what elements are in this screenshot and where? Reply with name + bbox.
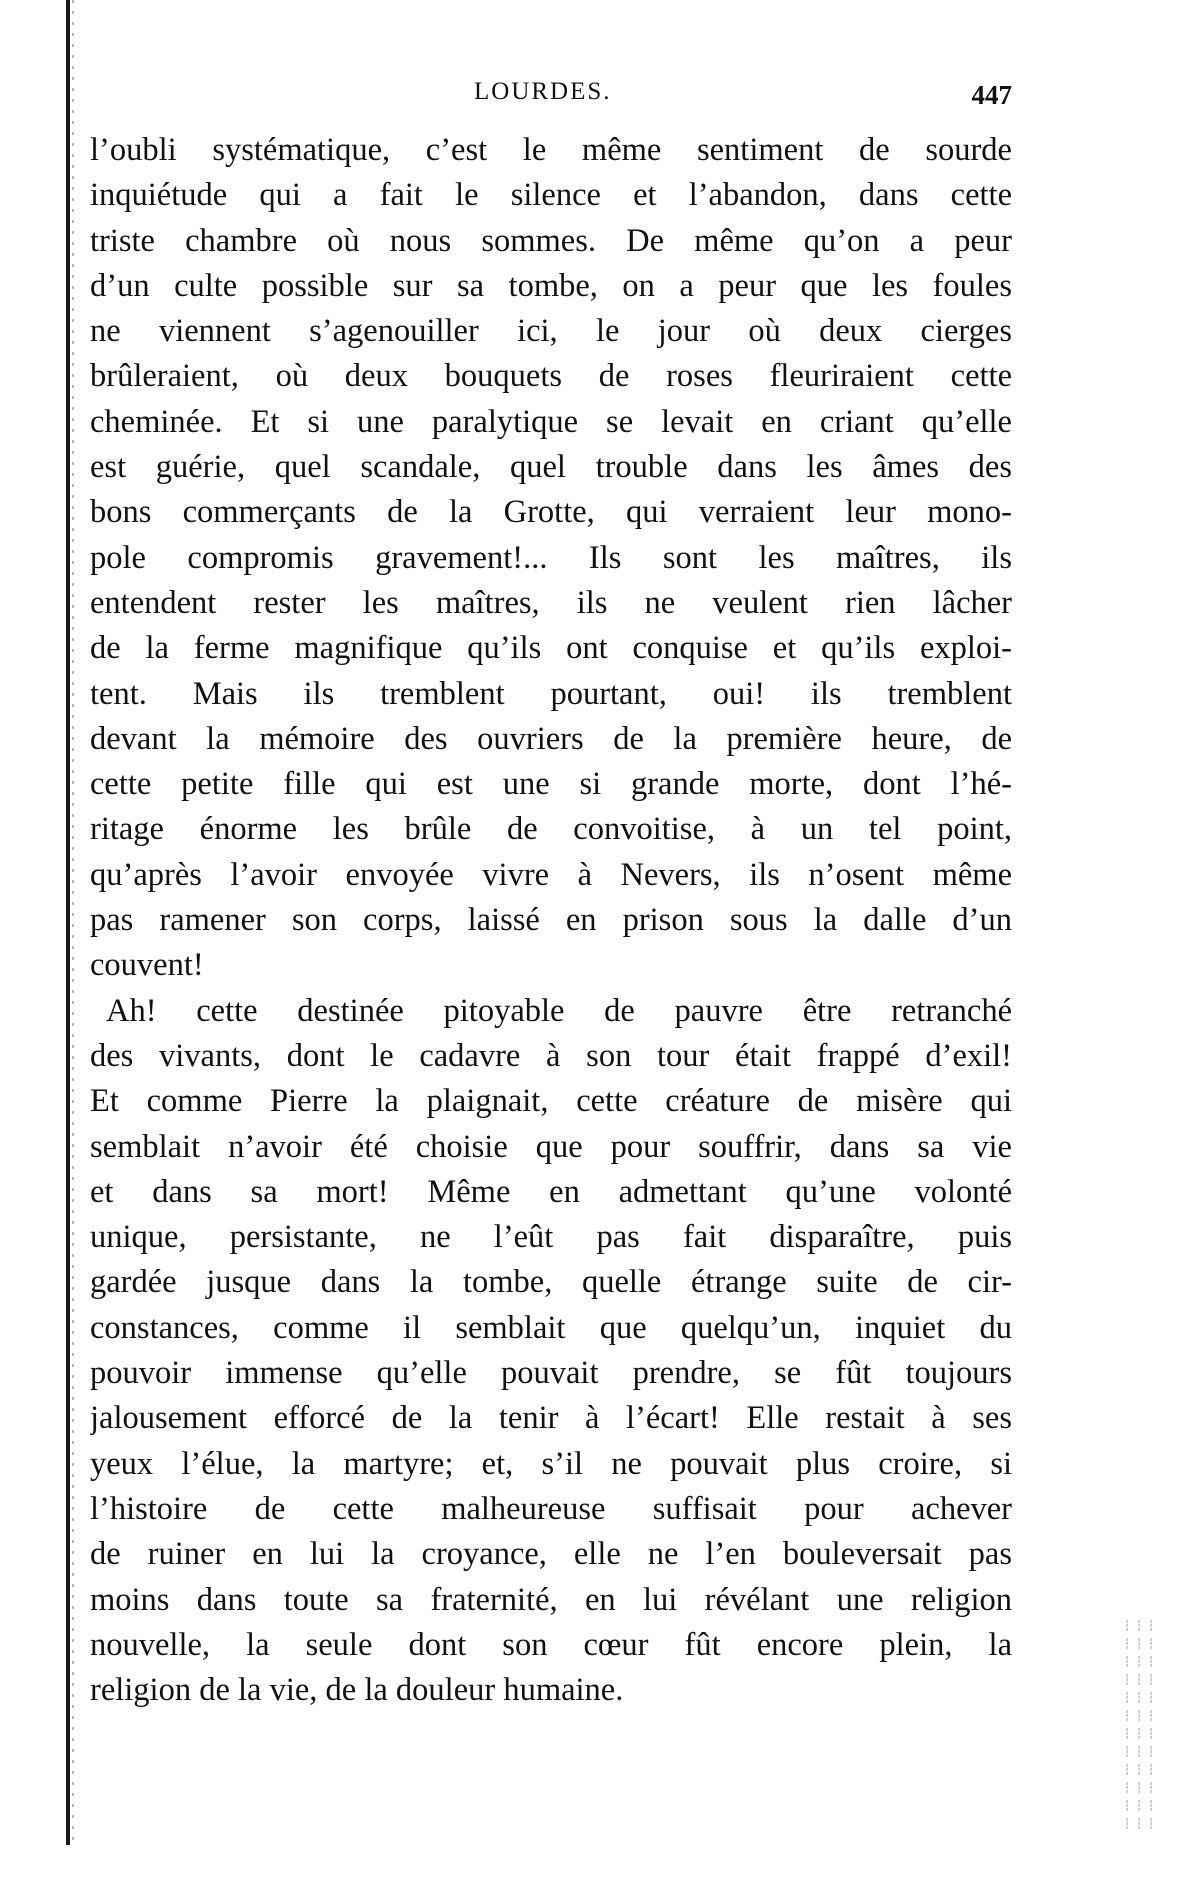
text-line: couvent!: [90, 947, 204, 984]
text-line: entendent rester les maîtres, ils ne veulent rien lâcher: [90, 584, 1012, 621]
body-text: [90, 128, 1012, 1713]
text-line: pas ramener son corps, laissé en prison sous la dalle d’un: [90, 902, 1012, 939]
text-line: ritage énorme les brûle de convoitise, à un tel point,: [90, 811, 1012, 848]
spine-scan-speckle: [72, 0, 74, 1845]
text-line: pouvoir immense qu’elle pouvait prendre, se fût toujours: [90, 1355, 1012, 1392]
text-line: Et comme Pierre la plaignait, cette créature de misère qui: [90, 1083, 1012, 1120]
text-line: constances, comme il semblait que quelqu’un, inquiet du: [90, 1309, 1012, 1346]
text-line: triste chambre où nous sommes. De même qu’on a peur: [90, 222, 1012, 259]
text-line: de ruiner en lui la croyance, elle ne l’en bouleversait pas: [90, 1536, 1012, 1573]
paragraph-1: [90, 128, 1012, 989]
text-line: de la ferme magnifique qu’ils ont conquise et qu’ils exploi-: [90, 630, 1012, 667]
page-number: 447: [971, 80, 1012, 110]
text-line: ne viennent s’agenouiller ici, le jour où deux cierges: [90, 313, 1012, 350]
text-line: inquiétude qui a fait le silence et l’abandon, dans cette: [90, 177, 1012, 214]
text-line: qu’après l’avoir envoyée vivre à Nevers, ils n’osent même: [90, 856, 1012, 893]
text-line: tent. Mais ils tremblent pourtant, oui! ils tremblent: [90, 675, 1012, 712]
text-line: devant la mémoire des ouvriers de la première heure, de: [90, 720, 1012, 757]
text-line: l’oubli systématique, c’est le même sentiment de sourde: [90, 132, 1012, 168]
text-line: nouvelle, la seule dont son cœur fût encore plein, la: [90, 1626, 1012, 1663]
running-title: LOURDES.: [474, 78, 612, 105]
text-line: moins dans toute sa fraternité, en lui révélant une religion: [90, 1581, 1012, 1618]
text-line: cette petite fille qui est une si grande morte, dont l’hé-: [90, 766, 1012, 803]
text-line: jalousement efforcé de la tenir à l’écart! Elle restait à ses: [90, 1400, 1012, 1437]
book-spine-edge: [66, 0, 70, 1845]
text-line: semblait n’avoir été choisie que pour souffrir, dans sa vie: [90, 1128, 1012, 1165]
text-line: gardée jusque dans la tombe, quelle étrange suite de cir-: [90, 1264, 1012, 1301]
text-line: Ah! cette destinée pitoyable de pauvre être retranché: [106, 992, 1012, 1029]
text-line: est guérie, quel scandale, quel trouble dans les âmes des: [90, 449, 1012, 486]
text-line: unique, persistante, ne l’eût pas fait disparaître, puis: [90, 1219, 1012, 1256]
text-line: yeux l’élue, la martyre; et, s’il ne pouvait plus croire, si: [90, 1445, 1012, 1482]
text-line: cheminée. Et si une paralytique se levait en criant qu’elle: [90, 403, 1012, 440]
text-line: d’un culte possible sur sa tombe, on a peur que les foules: [90, 267, 1012, 304]
text-line: et dans sa mort! Même en admettant qu’une volonté: [90, 1173, 1012, 1210]
text-line: religion de la vie, de la douleur humaine.: [90, 1672, 624, 1709]
page-edge-scan-marks: ┆ ┆ ┆ ┆ ┆ ┆ ┆ ┆ ┆ ┆ ┆ ┆ ┆ ┆ ┆ ┆ ┆ ┆ ┆ ┆ ┆ ┆ ┆ ┆ ┆ ┆ ┆ ┆ ┆ ┆ ┆ ┆ ┆ ┆ ┆ ┆: [1123, 1621, 1155, 1830]
text-line: bons commerçants de la Grotte, qui verraient leur mono-: [90, 494, 1012, 531]
text-line: des vivants, dont le cadavre à son tour était frappé d’exil!: [90, 1037, 1012, 1074]
text-line: brûleraient, où deux bouquets de roses fleuriraient cette: [90, 358, 1012, 395]
paragraph-2: [90, 989, 1012, 1714]
text-line: l’histoire de cette malheureuse suffisait pour achever: [90, 1490, 1012, 1527]
text-line: pole compromis gravement!... Ils sont les maîtres, ils: [90, 539, 1012, 576]
page-header: [96, 78, 1012, 118]
